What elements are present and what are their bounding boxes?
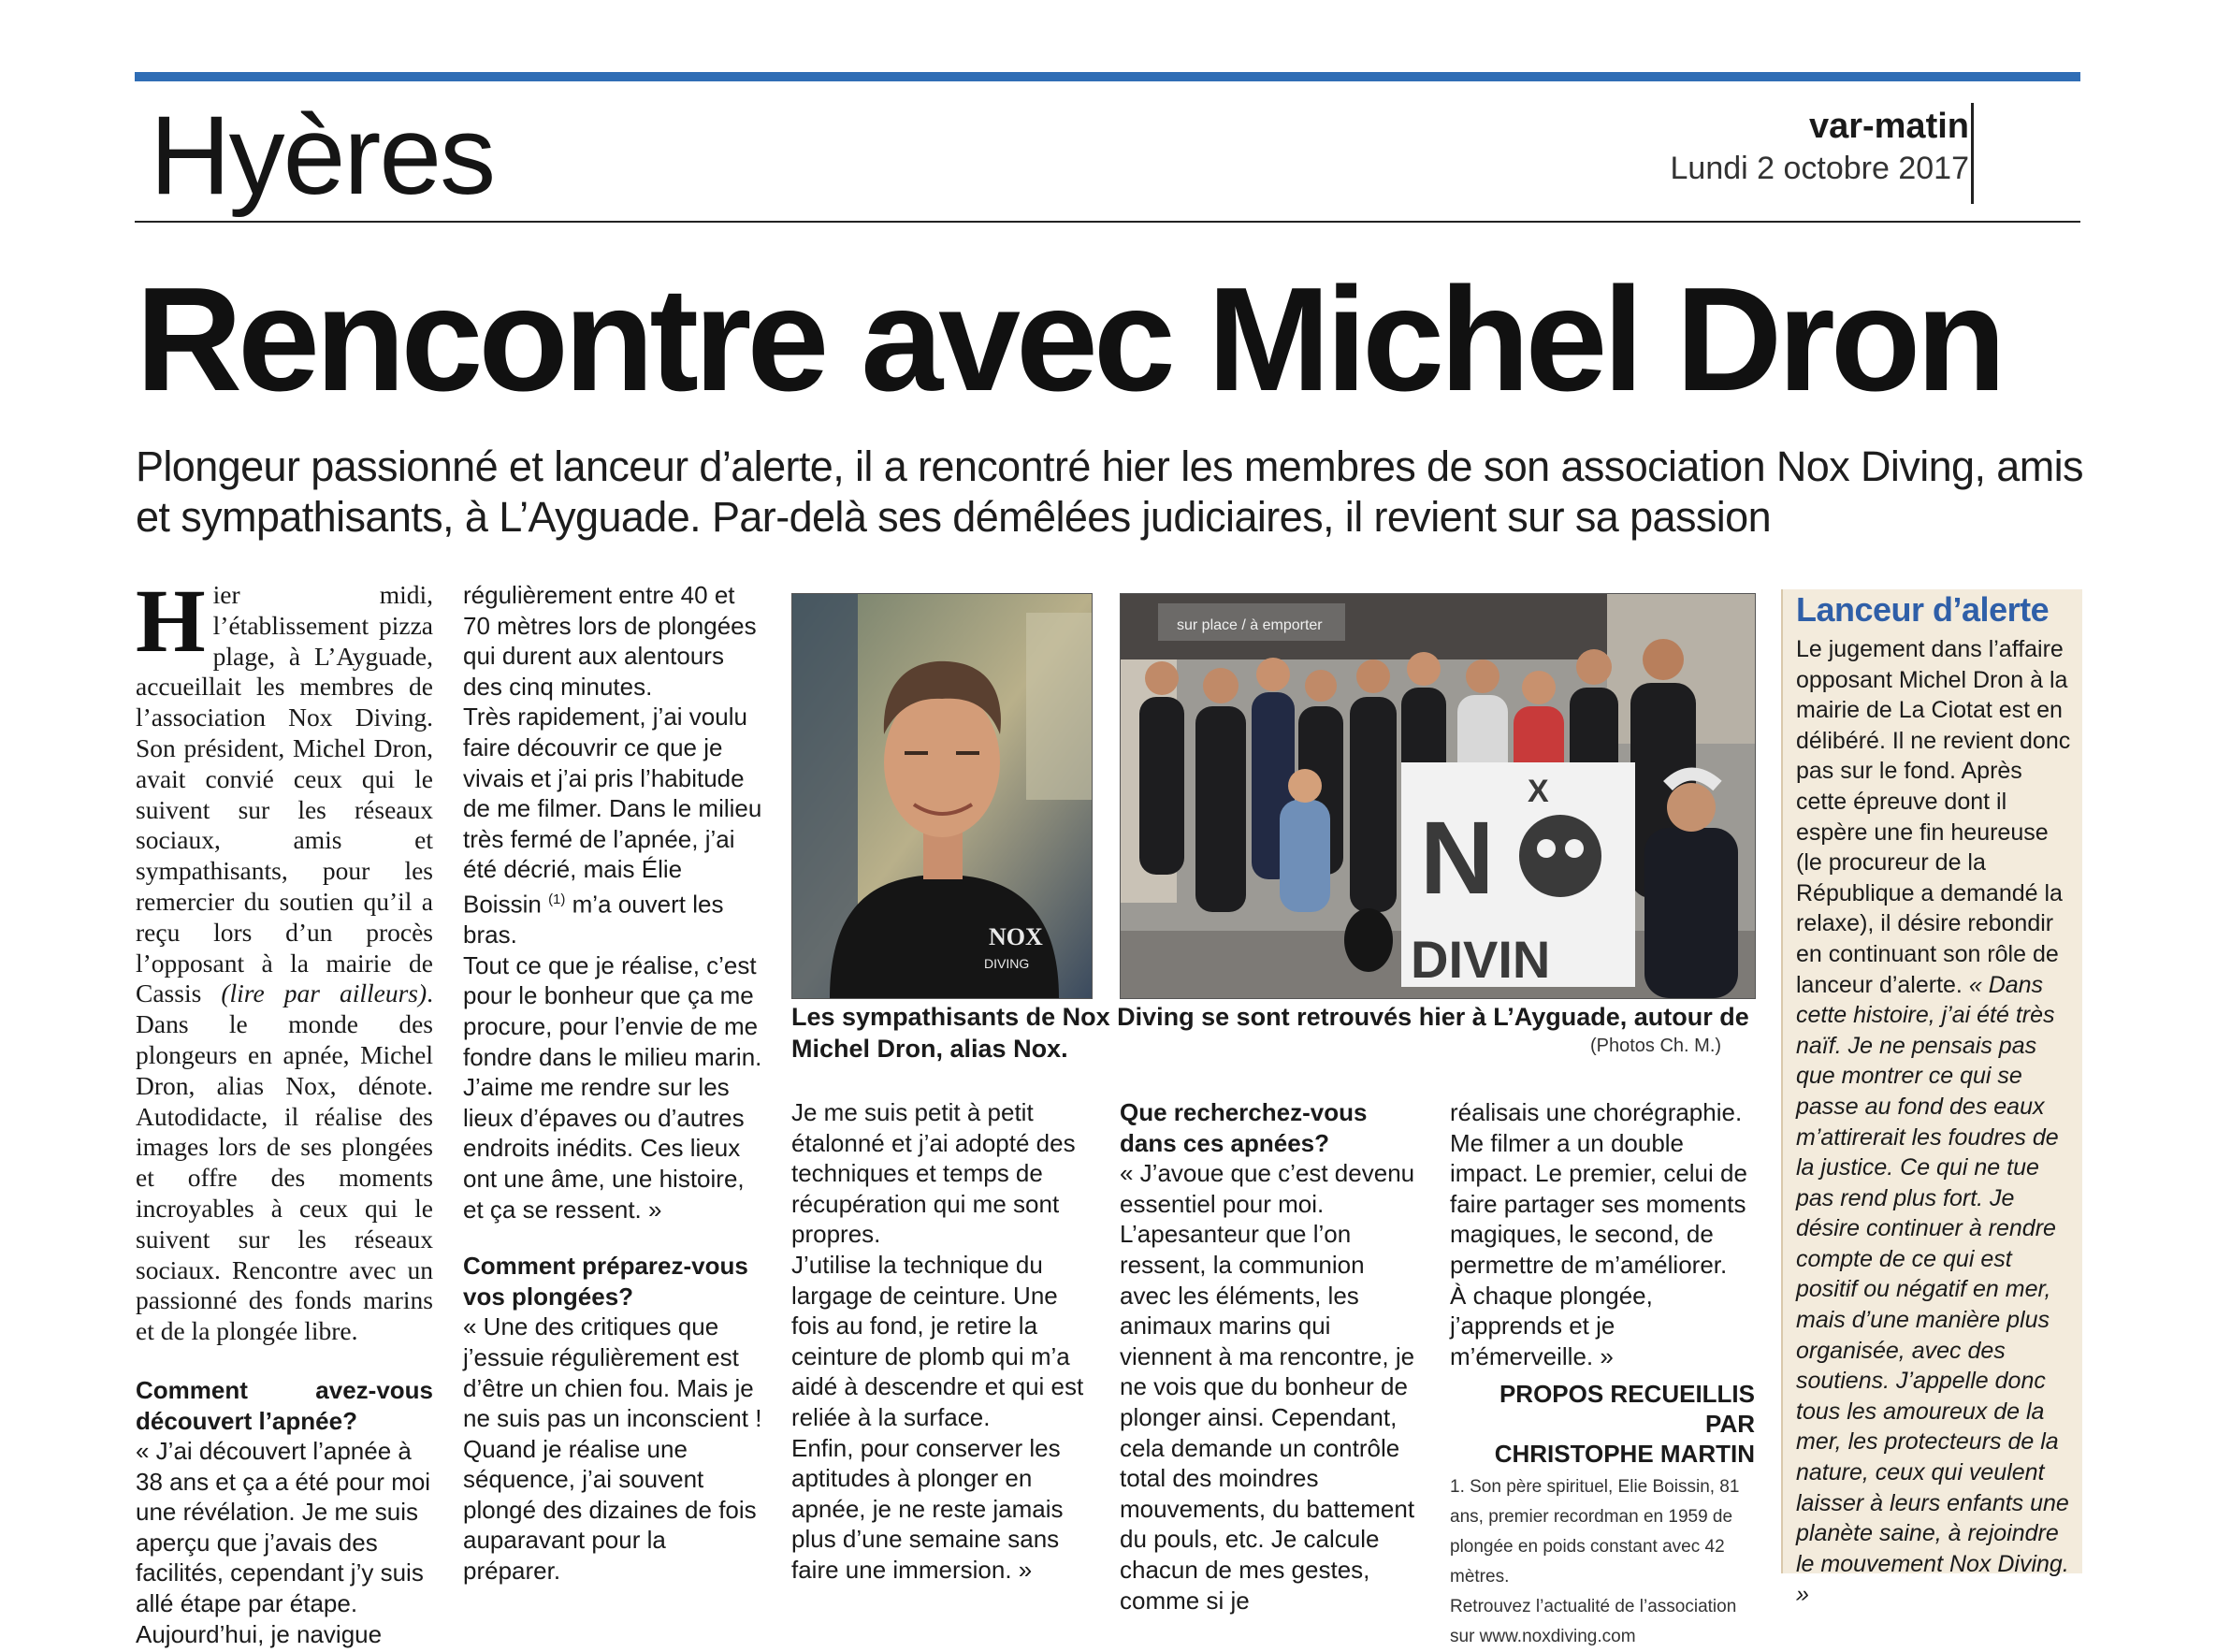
- intro-text-end: . Dans le monde des plongeurs en apnée, Michel Dron, alias Nox, dénote. Autodidacte, il réalise des images lors de ses plongées et offre des moments incroyables à ceux qui le suivent sur les réseaux sociaux. Rencontre avec un passionné des fonds marins et de la plongée libre.: [136, 978, 434, 1346]
- storefront-sign: sur place / à emporter: [1177, 617, 1323, 633]
- column-1: [136, 571, 434, 1649]
- sidebar-quote: « Dans cette histoire, j’ai été très naïf. Je ne pensais pas que montrer ce qui se passe au fond des eaux m’attirerait les foudres de la justice. Ce qui ne tue pas rend plus fort. Je désire continuer à rendre compte de ce qui est positif ou négatif en mer, mais d’une manière plus organisée, avec des soutiens. J’appelle donc tous les amoureux de la mer, les protecteurs de la nature, ceux qui veulent laisser à leurs enfants une planète saine, à rejoindre le mouvement Nox Diving. »: [1796, 971, 2069, 1608]
- sidebar-box: [1781, 589, 2082, 1608]
- group-illustration: [1121, 594, 1755, 998]
- body-paragraph: régulièrement entre 40 et 70 mètres lors de plongées qui durent aux alentours des cinq minutes.: [463, 581, 757, 701]
- intro-italic: (lire par ailleurs): [221, 978, 427, 1008]
- masthead: [1671, 105, 1969, 189]
- banner-crossbones: X: [1528, 774, 1549, 809]
- question-3: Que recherchez-vous dans ces apnées?: [1120, 1098, 1368, 1157]
- answer-3: « J’avoue que c’est devenu essentiel pour moi. L’apesanteur que l’on ressent, la communion avec les éléments, les animaux marins qui viennent à ma rencontre, je ne vois que du bonheur de plonger ainsi. Cependant, cela demande un contrôle total des moindres mouvements, du battement du pouls, etc. Je calcule chacun de mes gestes, comme si je: [1120, 1159, 1415, 1615]
- footnote: 1. Son père spirituel, Elie Boissin, 81 ans, premier recordman en 1959 de plongée en poids constant avec 42 mètres.: [1450, 1477, 1740, 1587]
- sidebar-title: Lanceur d’alerte: [1796, 590, 2050, 629]
- body-text: Très rapidement, j’ai voulu faire découvrir ce que je vivais et j’ai pris l’habitude de me filmer. Dans le milieu très fermé de l’apnée, j’ai été décrié, mais Élie Boissin: [463, 703, 762, 919]
- answer-2: « Une des critiques que j’essuie régulièrement est d’être un chien fou. Mais je ne suis pas un inconscient ! Quand je réalise une séquence, j’ai souvent plongé des dizaines de fois auparavant pour la préparer.: [463, 1312, 762, 1586]
- body-paragraph: Je me suis petit à petit étalonné et j’ai adopté des techniques et temps de récupération qui me sont propres.: [791, 1098, 1076, 1249]
- question-2: Comment préparez-vous vos plongées?: [463, 1252, 748, 1311]
- portrait-photo: [791, 593, 1093, 999]
- dropcap: H: [136, 571, 206, 671]
- group-photo: [1120, 593, 1756, 999]
- shirt-logo-subtext: DIVING: [984, 956, 1030, 971]
- column-3: [791, 1097, 1091, 1586]
- body-paragraph: J’utilise la technique du largage de ceinture. Une fois au fond, je retire la ceinture de plomb qui m’a aidé à descendre et qui est reliée à la surface.: [791, 1250, 1084, 1431]
- body-paragraph: [463, 702, 767, 949]
- body-paragraph: réalisais une chorégraphie. Me filmer a un double impact. Le premier, celui de faire partager ses moments magiques, le second, de permettre de m’améliorer.: [1450, 1098, 1747, 1279]
- answer-1: « J’ai découvert l’apnée à 38 ans et ça a été pour moi une révélation. Je me suis aperçu que j’avais des facilités, cependant j’y suis allé étape par étape. Aujourd’hui, je navigue: [136, 1437, 431, 1648]
- subheadline: Plongeur passionné et lanceur d’alerte, il a rencontré hier les membres de son association Nox Diving, amis et sympathisants, à L’Ayguade. Par-delà ses démêlées judiciaires, il revient sur sa passion: [136, 442, 2083, 541]
- column-5: [1450, 1097, 1755, 1652]
- body-text: m’a ouvert les bras.: [463, 890, 724, 949]
- question-1: Comment avez-vous découvert l’apnée?: [136, 1375, 433, 1435]
- website-note: Retrouvez l’actualité de l’association sur www.noxdiving.com: [1450, 1597, 1737, 1647]
- column-4: [1120, 1097, 1419, 1616]
- sidebar-text: Le jugement dans l’affaire opposant Michel Dron à la mairie de La Ciotat est en délibéré. Il ne revient donc pas sur le fond. Après cette épreuve dont il espère une fin heureuse (le procureur de la République a demandé la relaxe), il désire rebondir en continuant son rôle de lanceur d’alerte.: [1796, 636, 2071, 998]
- portrait-illustration: [792, 594, 1092, 998]
- footnote-marker: (1): [548, 891, 566, 907]
- photo-caption: Les sympathisants de Nox Diving se sont retrouvés hier à L’Ayguade, autour de Michel Dron, alias Nox.: [791, 1003, 1749, 1063]
- headline: Rencontre avec Michel Dron: [136, 257, 2002, 422]
- masthead-divider: [1971, 103, 1974, 204]
- banner-word: DIVIN: [1411, 930, 1551, 989]
- body-paragraph: Enfin, pour conserver les aptitudes à plonger en apnée, je ne reste jamais plus d’une semaine sans faire une immersion. »: [791, 1433, 1064, 1584]
- banner-letter: N: [1420, 801, 1495, 916]
- byline-line-1: PROPOS RECUEILLIS PAR: [1499, 1380, 1755, 1439]
- newspaper-name: var-matin: [1808, 107, 1969, 146]
- shirt-logo-text: NOX: [989, 923, 1043, 950]
- photo-credit: (Photos Ch. M.): [1590, 1036, 1722, 1056]
- column-2: [463, 580, 767, 1587]
- intro-text: ier midi, l’établissement pizza plage, à L’Ayguade, accueillait les membres de l’association Nox Diving. Son président, Michel Dron, avait convié ceux qui le suivent sur les réseaux sociaux, amis et sympathisants, pour les remercier du soutien qu’il a reçu lors d’un procès l’opposant à la mairie de Cassis: [136, 580, 433, 1008]
- header-rule: [135, 221, 2080, 223]
- publication-date: Lundi 2 octobre 2017: [1670, 151, 1969, 186]
- section-title: Hyères: [150, 93, 495, 218]
- sidebar-body: [1796, 634, 2073, 1610]
- intro-paragraph: [136, 571, 434, 1347]
- byline-line-2: CHRISTOPHE MARTIN: [1494, 1440, 1755, 1469]
- body-paragraph: Tout ce que je réalise, c’est pour le bonheur que ça me procure, pour l’envie de me fondre dans le milieu marin. J’aime me rendre sur les lieux d’épaves ou d’autres endroits inédits. Ces lieux ont une âme, une histoire, et ça se ressent. »: [463, 950, 762, 1224]
- top-accent-bar: [135, 72, 2080, 81]
- body-paragraph: À chaque plongée, j’apprends et je m’émerveille. »: [1450, 1281, 1653, 1370]
